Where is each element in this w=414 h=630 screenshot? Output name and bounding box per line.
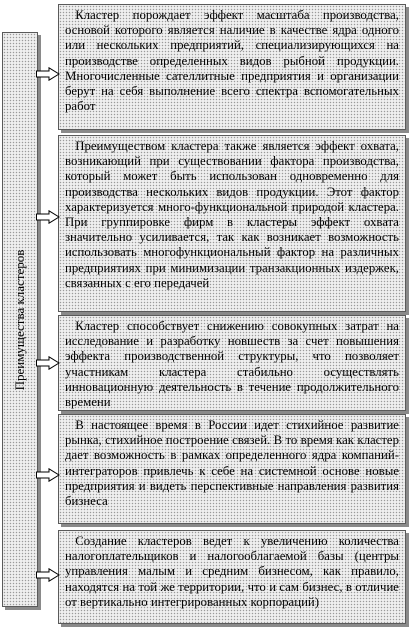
advantage-text-4: В настоящее время в России идет стихийное развитие рынка, стихийное построение связей. В то время как кластер дает возможность в рамках определенного ядра компаний-интеграторов привлечь к себе на системной основе новые предприятия и видеть перспективные направления развития бизнеса	[65, 418, 399, 509]
advantages-label-box	[2, 32, 38, 607]
advantage-card-4	[58, 414, 406, 524]
advantage-text-5: Создание кластеров ведет к увеличению количества налогоплательщиков и налогооблагаемой базы (центры управления малым и средним бизнесом, как правило, находятся на той же территории, что и сам бизнес, в отличие от вертикально интегрированных корпораций)	[65, 534, 399, 609]
advantage-text-2: Преимуществом кластера также является эффект охвата, возникающий при существовании фактора производства, который может быть использован одновременно для производства нескольких видов продукции. Этот фактор характеризуется много-функциональной природой кластера. При группировке фирм в кластеры эффект охвата значительно усиливается, так как возникает возможность использовать многофункциональный фактор на различных предприятиях при минимизации транзакционных издержек, связанных с его передачей	[65, 139, 399, 290]
advantage-card-1	[58, 4, 406, 130]
advantage-card-3	[58, 315, 406, 411]
arrow-icon	[36, 67, 60, 81]
advantage-card-2	[58, 135, 406, 312]
advantage-card-5	[58, 530, 406, 624]
arrow-icon	[36, 356, 60, 370]
advantage-text-3: Кластер способствует снижению совокупных затрат на исследование и разработку новшеств за счет повышения эффекта производственной структуры, что позволяет участникам кластера стабильно осуществлять инновационную деятельность в течение продолжительного времени	[65, 319, 399, 410]
arrow-icon	[36, 468, 60, 482]
advantage-text-1: Кластер порождает эффект масштаба производства, основой которого является наличие в качестве ядра одного или нескольких предприятий, специализирующихся на производстве определенных видов рыбной продукции. Многочисленные сателлитные предприятия и организации берут на себя выполнение всего спектра вспомогательных работ	[65, 8, 399, 114]
arrow-icon	[36, 568, 60, 582]
arrow-icon	[36, 210, 60, 224]
advantages-label: Преимущества кластеров	[12, 249, 27, 390]
